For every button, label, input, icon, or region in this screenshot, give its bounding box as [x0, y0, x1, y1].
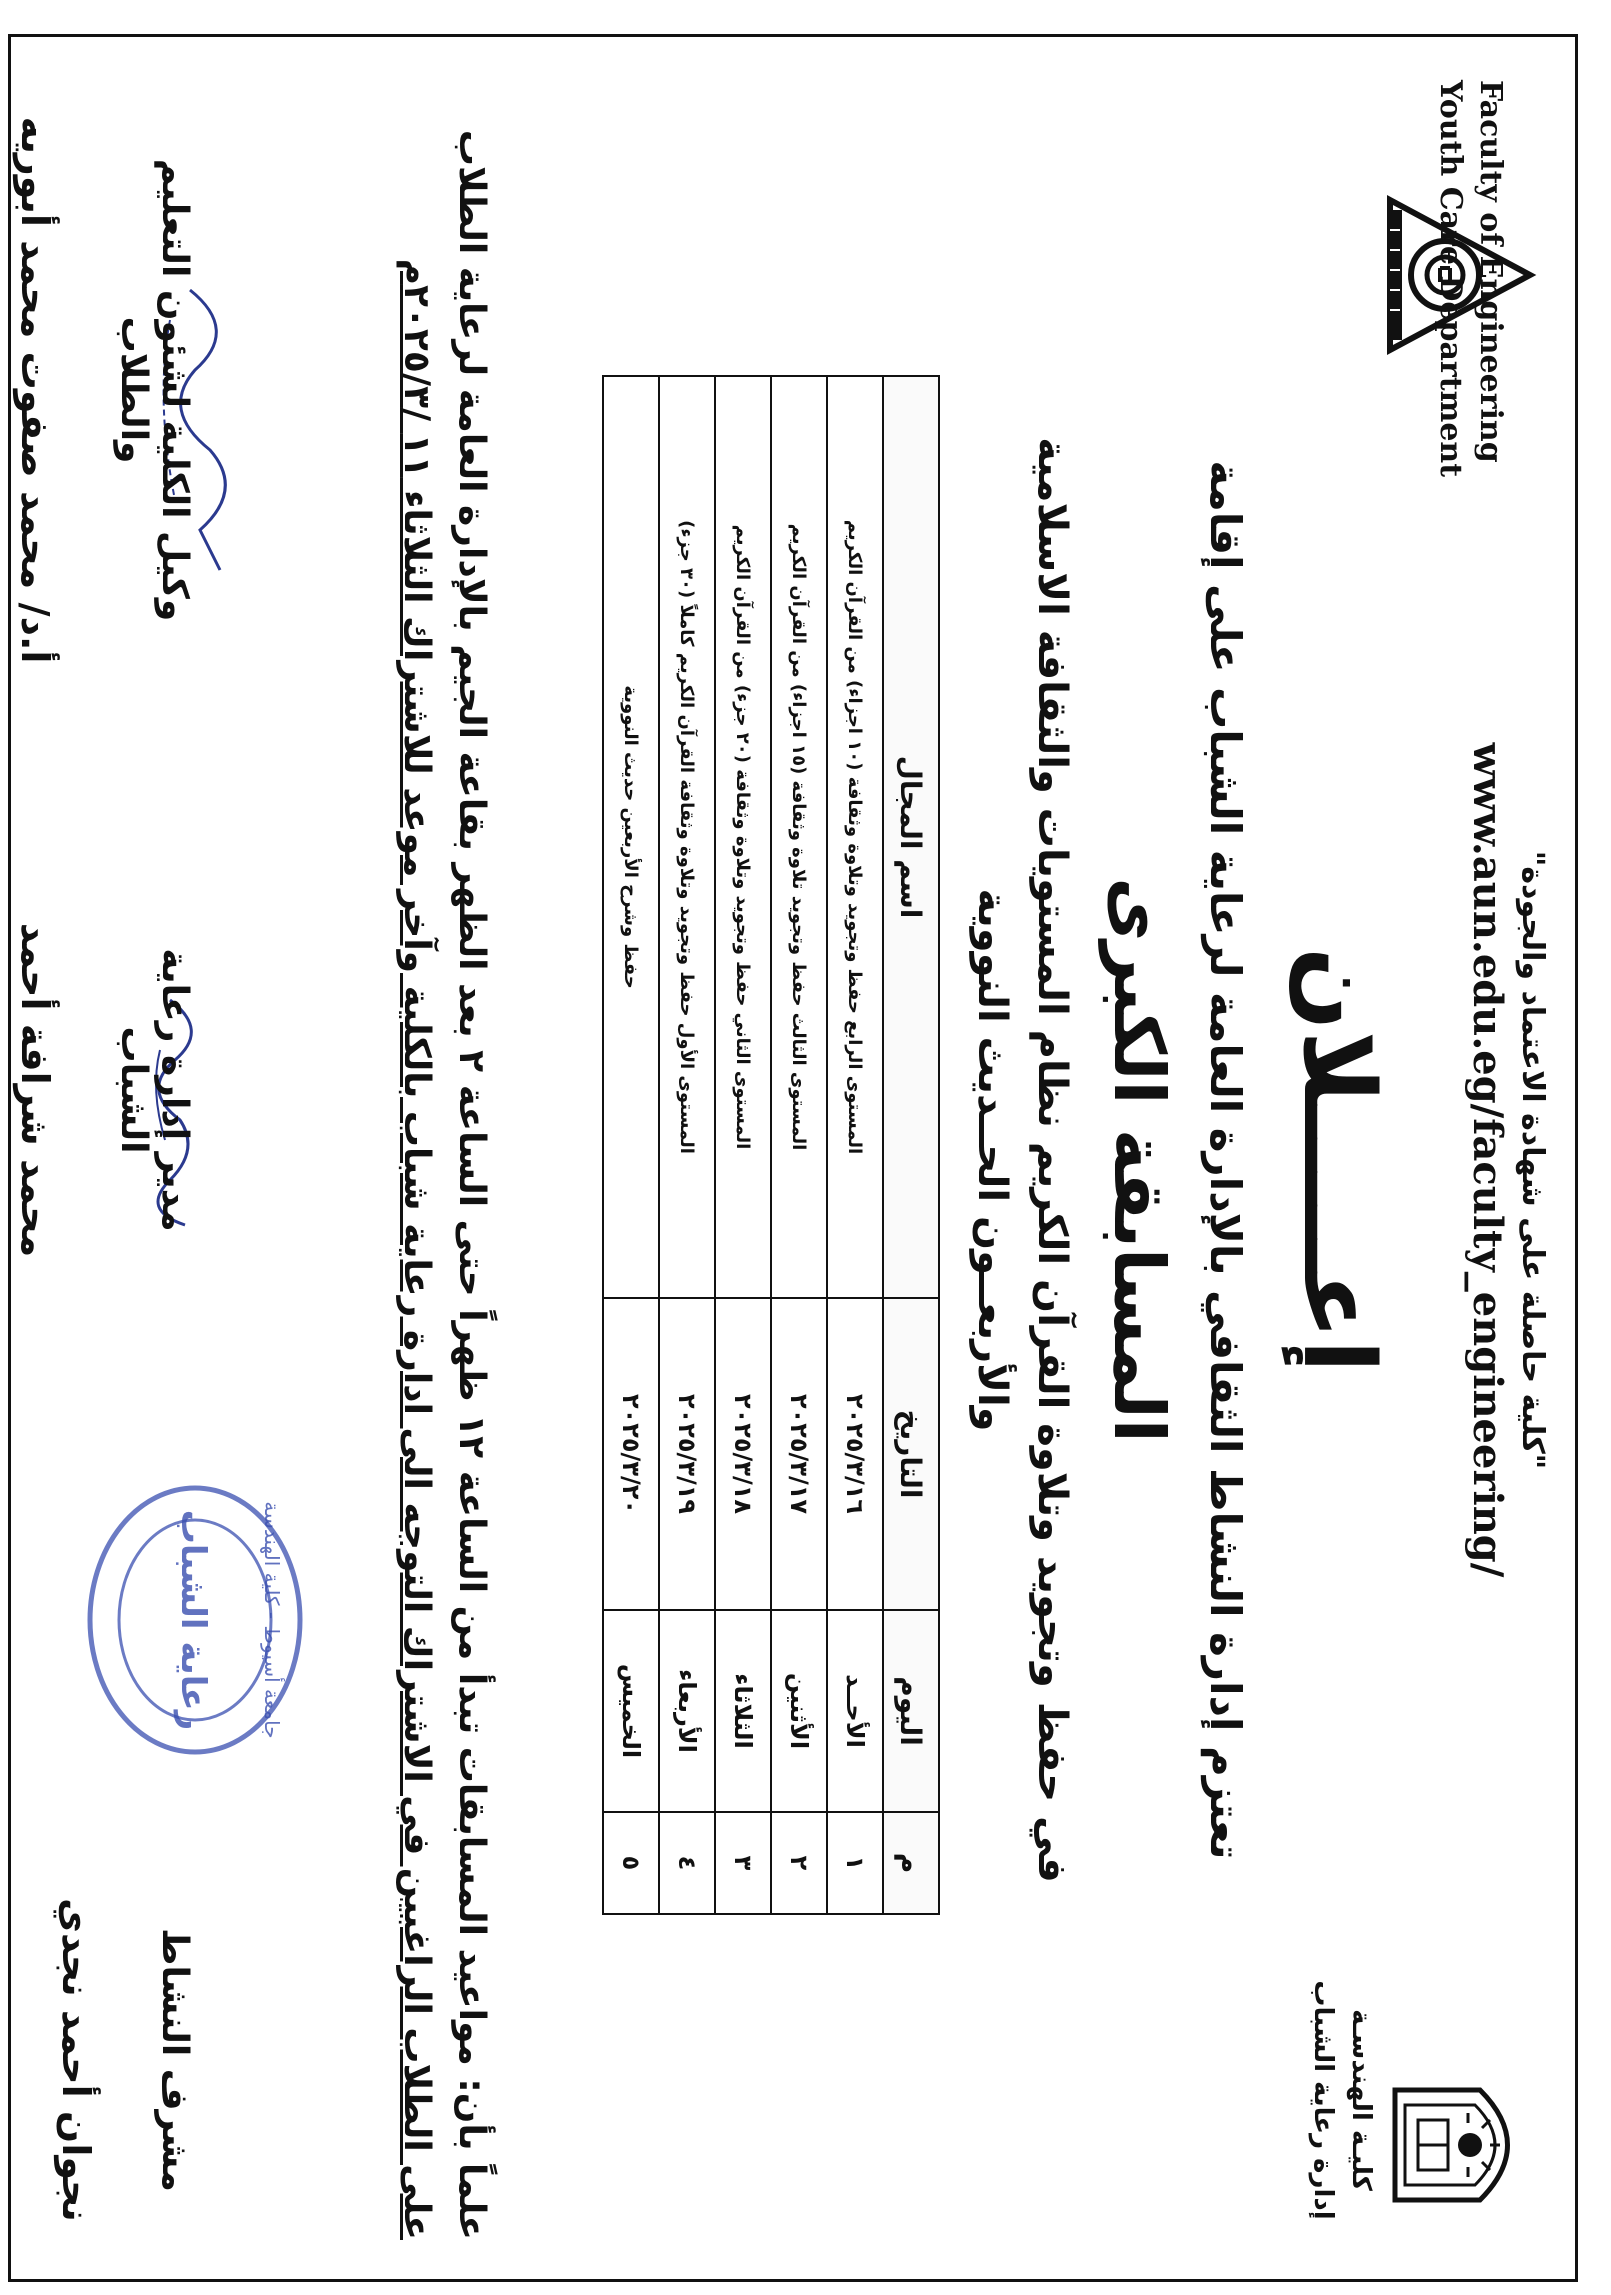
contest-name: المسابقة الكبرى [1098, 877, 1180, 1443]
col-field: اسم المجال [883, 376, 939, 1298]
signature-role: وكيل الكلية لشئون التعليم والطلاب [113, 158, 195, 622]
col-num: م [883, 1812, 939, 1914]
table-row [715, 376, 771, 1914]
stamp-inner-text: رعاية الشباب [173, 1509, 213, 1731]
signature-name: أ.د/ محمد صفوت محمد أبوريه [13, 116, 57, 664]
table-header-row [883, 376, 939, 1914]
official-stamp-icon [80, 1480, 310, 1760]
faculty-title: كليـة الهندسـة [1346, 2009, 1376, 2191]
faculty-url: www.aun.edu.eg/faculty_engineering/ [1464, 742, 1511, 1578]
signature-name: محمد شرافة أحمد [13, 922, 57, 1258]
col-day: اليوم [883, 1610, 939, 1812]
note-timing: علماً بأن: مواعيد المسابقات تبدأ من الساعة ١٢ ظهراً حتى الساعة ٢ بعد الظهر بقاعة الجيم بالإدارة العامة لرعاية الطلاب [451, 129, 492, 2240]
row-date: ٢٠٢٥/٣/١٩ [659, 1298, 715, 1610]
signature-name: نجوان أحمد نجدي [54, 1898, 98, 2222]
department-title: إدارة رعاية الشباب [1308, 1980, 1338, 2220]
department-title-en: Youth Care Department [1433, 80, 1468, 478]
row-num: ٥ [603, 1812, 659, 1914]
row-day: الأحــد [827, 1610, 883, 1812]
row-num: ٢ [771, 1812, 827, 1914]
table-row [603, 376, 659, 1914]
signature-activity-supervisor [54, 1880, 195, 2240]
row-num: ١ [827, 1812, 883, 1914]
faculty-name-en [1430, 80, 1510, 478]
row-date: ٢٠٢٥/٣/١٧ [771, 1298, 827, 1610]
row-date: ٢٠٢٥/٣/٢٠ [603, 1298, 659, 1610]
table-row [827, 376, 883, 1914]
contest-subtitle-1: في حفظ وتجويد وتلاوة القرآن الكريم نظام المستويات والثقافة الاسلامية [1029, 437, 1075, 1883]
contest-subtitle-2: والأربعــون الحــديث النووية [969, 888, 1015, 1432]
row-field: المستوى الثاني حفظ وتجويد وتلاوة وثقافة (٢٠ جزء) من القرآن الكريم [715, 376, 771, 1298]
row-day: الأثنين [771, 1610, 827, 1812]
faculty-title-en: Faculty of Engineering [1473, 80, 1508, 463]
row-field: المستوى الثالث حفظ وتجويد تلاوة وثقافة (١٥ اجزاء) من القرآن الكريم [771, 376, 827, 1298]
accreditation-slogan: "كلية حاصلة على شهادة الاعتماد والجودة" [1515, 850, 1550, 1470]
row-field: المستوى الرابع حفظ وتجويد وتلاوة وثقافة (١٠ اجزاء) من القرآن الكريم [827, 376, 883, 1298]
row-date: ٢٠٢٥/٣/١٦ [827, 1298, 883, 1610]
signature-vice-dean [13, 80, 195, 700]
header-center [1464, 560, 1550, 1760]
row-field: حفظ وشرح الأربعين حديث النووية [603, 376, 659, 1298]
stamp-outer-text: جامعة أسيوط - كلية الهندسة [260, 1501, 284, 1739]
schedule-table [602, 375, 940, 1915]
table-row [771, 376, 827, 1914]
col-date: التاريخ [883, 1298, 939, 1610]
row-num: ٤ [659, 1812, 715, 1914]
row-day: الخميس [603, 1610, 659, 1812]
university-crest-icon [1390, 2070, 1540, 2220]
table-row [659, 376, 715, 1914]
announcement-sheet [13, 40, 1580, 2280]
intro-text: تعتزم إدارة النشاط الثقافي بالإدارة العامة لرعاية الشباب على إقامة [1201, 460, 1250, 1860]
signature-youth-care-director [13, 900, 195, 1280]
row-day: الأربعاء [659, 1610, 715, 1812]
row-date: ٢٠٢٥/٣/١٨ [715, 1298, 771, 1610]
row-num: ٣ [715, 1812, 771, 1914]
signature-role: مشرف النشاط [154, 1928, 195, 2192]
signature-role: مدير إدارة رعاية الشباب [113, 948, 195, 1232]
announcement-title: إعـــــلان [1281, 946, 1395, 1374]
row-field: المستوى الأول حفظ وتجويد وتلاوة وثقافة القرآن الكريم كاملاً (٣٠ جزء) [659, 376, 715, 1298]
row-day: الثلاثاء [715, 1610, 771, 1812]
note-registration: على الطلاب الراغبين في الاشتراك التوجه الى ادارة رعاية شباب بالكلية وآخر موعد للاشتراك الثلاثاء ١١ /٢٠٢٥/٣م [396, 258, 437, 2240]
